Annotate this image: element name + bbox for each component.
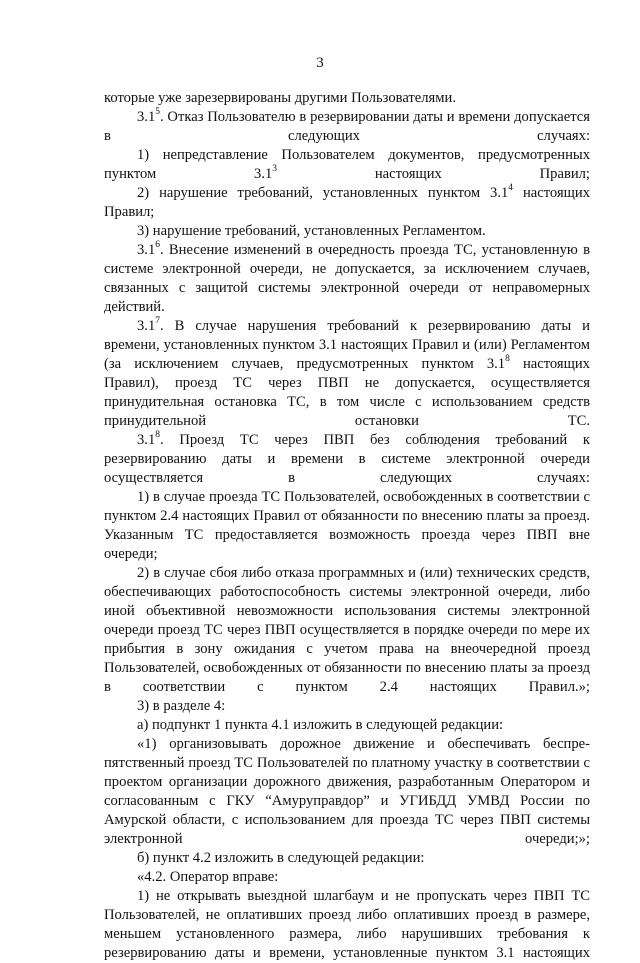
subclause-a: а) подпункт 1 пункта 4.1 изложить в следующей редакции: xyxy=(137,717,504,733)
paragraph-continuation: которые уже зарезервированы другими Пользователями. xyxy=(104,90,456,106)
clause-3-1-8: $3.1^8$. Проезд ТС через ПВП без соблюдения требований к резервированию даты и времени в системе электронной очереди осуществляется в следующих случаях: xyxy=(104,430,590,486)
document-body xyxy=(104,89,590,963)
clause-3-1-6: $3.1^6$. Внесение изменений в очередность проезда ТС, установленную в системе электронной очереди, не допускается, за исключением случаев, связанных с защитой системы электронной очереди от неправомерных действий. xyxy=(104,240,590,315)
clause-3-1-5: $3.1^5$. Отказ Пользователю в резервировании даты и времени допускается в следующих случаях: xyxy=(104,107,590,144)
section-4-intro: 3) в разделе 4: xyxy=(137,698,226,714)
page-number: 3 xyxy=(316,55,324,71)
case-item-2: 2) в случае сбоя либо отказа программных и (или) технических средств, обеспечивающих работоспособность системы электронной очереди, либо иной объективной невозможности использования системы электронной очереди проезд ТС через ПВП осуществляется в порядке очереди по мере их прибытия в зону ожидания с учетом права на внеочередной проезд Пользователей, освобожденных от обязанности по внесению платы за проезд в соответствии с пунктом 2.4 настоящих Правил.»; xyxy=(104,565,590,695)
clause-3-1-7: $3.1^7$. В случае нарушения требований к резервированию даты и времени, установленных пунктом 3.1 настоящих Правил и (или) Регламентом (за исключением случаев, предусмотренных пунктом $3.1^8$ настоящих Правил), проезд ТС через ПВП не допускается, осуществляется принудительная остановка ТС, в том числе с использованием средств принудительной остановки ТС. xyxy=(104,316,590,429)
subclause-b: б) пункт 4.2 изложить в следующей редакции: xyxy=(137,850,425,866)
case-item-1: 1) в случае проезда ТС Пользователей, освобожденных в соответствии с пунктом 2.4 настоящих Правил от обязанности по внесению платы за проезд. Указанным ТС предоставляется возможность проезда через ПВП вне очереди; xyxy=(104,489,590,562)
list-item-2: 2) нарушение требований, установленных пунктом $3.1^4$ настоящих Правил; xyxy=(104,183,590,220)
clause-4-2-item-1: 1) не открывать выездной шлагбаум и не пропускать через ПВП ТС Пользователей, не оплативших проезд либо оплативших проезд в размере, меньшем установленного размера, либо нарушивших требования к резервированию даты и времени, установленные пунктом 3.1 настоящих xyxy=(104,888,590,961)
clause-4-2-heading: «4.2. Оператор вправе: xyxy=(137,869,279,885)
quoted-item-1: «1) организовывать дорожное движение и обеспечивать беспре-пятственный проезд ТС Пользователей по платному участку в соответствии с проектом организации дорожного движения, разработанным Оператором и согласованным с ГКУ “Амуруправдор” и УГИБДД УМВД России по Амурской области, с использованием для проезда ТС через ПВП системы электронной очереди;»; xyxy=(104,736,590,847)
list-item-1: 1) непредставление Пользователем документов, предусмотренных пунктом $3.1^3$ настоящих Правил; xyxy=(104,147,590,182)
list-item-3: 3) нарушение требований, установленных Регламентом. xyxy=(137,223,486,239)
